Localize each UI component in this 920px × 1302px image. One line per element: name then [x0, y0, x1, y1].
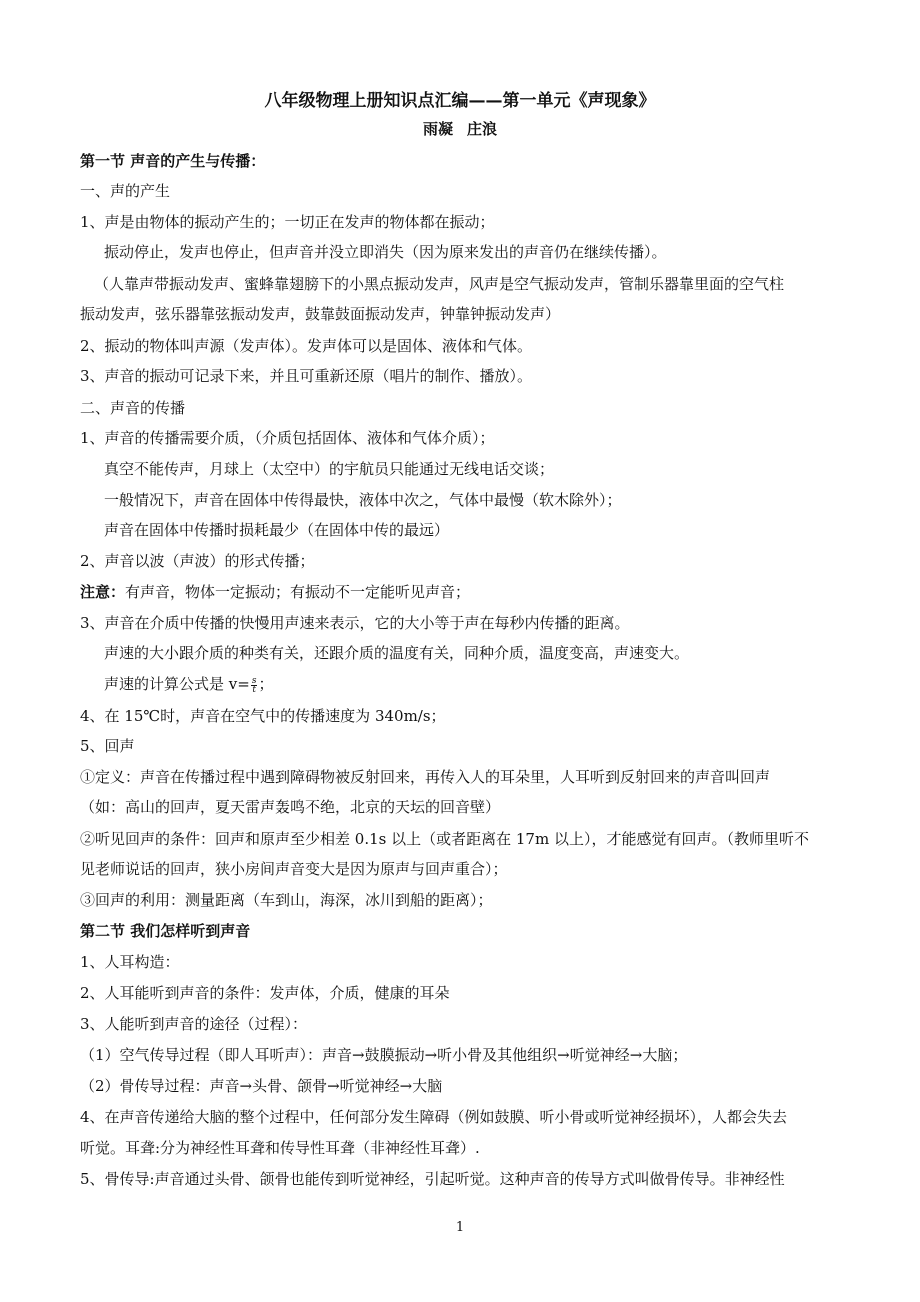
text-line: 一般情况下，声音在固体中传得最快，液体中次之，气体中最慢（软木除外）； [104, 491, 622, 509]
text-line: （如：高山的回声，夏天雷声轰鸣不绝，北京的天坛的回音壁） [80, 798, 501, 816]
page-number: 1 [455, 1220, 465, 1235]
text-line: 2、人耳能听到声音的条件：发声体，介质，健康的耳朵 [80, 984, 450, 1002]
text-line: ③回声的利用：测量距离（车到山，海深，冰川到船的距离）； [80, 891, 493, 909]
text-line: 声速的大小跟介质的种类有关，还跟介质的温度有关，同种介质，温度变高，声速变大。 [104, 644, 690, 662]
text-line: 3、人能听到声音的途径（过程）： [80, 1015, 308, 1033]
section-heading: 第二节 我们怎样听到声音 [80, 922, 251, 940]
text-line: 5、骨传导:声音通过头骨、颌骨也能传到听觉神经，引起听觉。这种声音的传导方式叫做骨传导。非神经性 [80, 1170, 785, 1188]
text-line: 2、声音以波（声波）的形式传播； [80, 552, 315, 570]
note-label: 注意： [80, 583, 126, 601]
text-line: （人靠声带振动发声、蜜蜂靠翅膀下的小黑点振动发声，风声是空气振动发声，管制乐器靠里面的空气柱 [94, 275, 785, 293]
text-line: 4、在 15℃时，声音在空气中的传播速度为 340m/s； [80, 707, 446, 725]
document-authors [0, 118, 920, 140]
subsection-heading: 二、声音的传播 [80, 399, 186, 417]
text-line: 4、在声音传递给大脑的整个过程中，任何部分发生障碍（例如鼓膜、听小骨或听觉神经损坏），人都会失去 [80, 1108, 788, 1126]
formula-suffix: ； [258, 675, 274, 693]
text-line: 5、回声 [80, 737, 135, 755]
text-line: 1、声是由物体的振动产生的；一切正在发声的物体都在振动； [80, 213, 495, 231]
section-heading: 第一节 声音的产生与传播： [80, 152, 266, 170]
text-line: 真空不能传声，月球上（太空中）的宇航员只能通过无线电话交谈； [104, 460, 555, 478]
text-line: ①定义：声音在传播过程中遇到障碍物被反射回来，再传入人的耳朵里，人耳听到反射回来的声音叫回声 [80, 768, 771, 786]
text-line: 3、声音在介质中传播的快慢用声速来表示，它的大小等于声在每秒内传播的距离。 [80, 614, 630, 632]
text-line: 振动停止，发声也停止，但声音并没立即消失（因为原来发出的声音仍在继续传播）。 [104, 243, 667, 261]
document-title: 八年级物理上册知识点汇编——第一单元《声现象》 [264, 91, 656, 111]
formula-prefix: 声速的计算公式是 v= [104, 675, 250, 693]
formula-numerator: s [251, 675, 257, 686]
text-line: 振动发声，弦乐器靠弦振动发声，鼓靠鼓面振动发声，钟靠钟振动发声） [80, 305, 561, 323]
text-line: 1、人耳构造： [80, 953, 180, 971]
note-line [80, 580, 870, 604]
text-line: 1、声音的传播需要介质，（介质包括固体、液体和气体介质）； [80, 429, 495, 447]
text-line: 见老师说话的回声，狭小房间声音变大是因为原声与回声重合）； [80, 860, 508, 878]
subsection-heading: 一、声的产生 [80, 182, 171, 200]
text-line: 声音在固体中传播时损耗最少（在固体中传的最远） [104, 521, 450, 539]
text-line: （1）空气传导过程（即人耳听声）：声音→鼓膜振动→听小骨及其他组织→听觉神经→大脑； [80, 1046, 688, 1064]
formula-line [104, 672, 870, 696]
text-line: 听觉。耳聋:分为神经性耳聋和传导性耳聋（非神经性耳聋）. [80, 1139, 480, 1157]
text-line: 3、声音的振动可记录下来，并且可重新还原（唱片的制作、播放）。 [80, 367, 533, 385]
text-line: ②听见回声的条件：回声和原声至少相差 0.1s 以上（或者距离在 17m 以上），才能感觉有回声。（教师里听不 [80, 830, 809, 848]
formula-denominator: t [252, 684, 256, 695]
note-text: 有声音，物体一定振动；有振动不一定能听见声音； [125, 583, 471, 601]
author-name: 雨凝 [422, 120, 453, 138]
speed-formula-fraction [251, 677, 258, 694]
text-line: （2）骨传导过程：声音→头骨、颌骨→听觉神经→大脑 [80, 1077, 443, 1095]
author-name: 庄浪 [467, 120, 498, 138]
text-line: 2、振动的物体叫声源（发声体）。发声体可以是固体、液体和气体。 [80, 337, 533, 355]
